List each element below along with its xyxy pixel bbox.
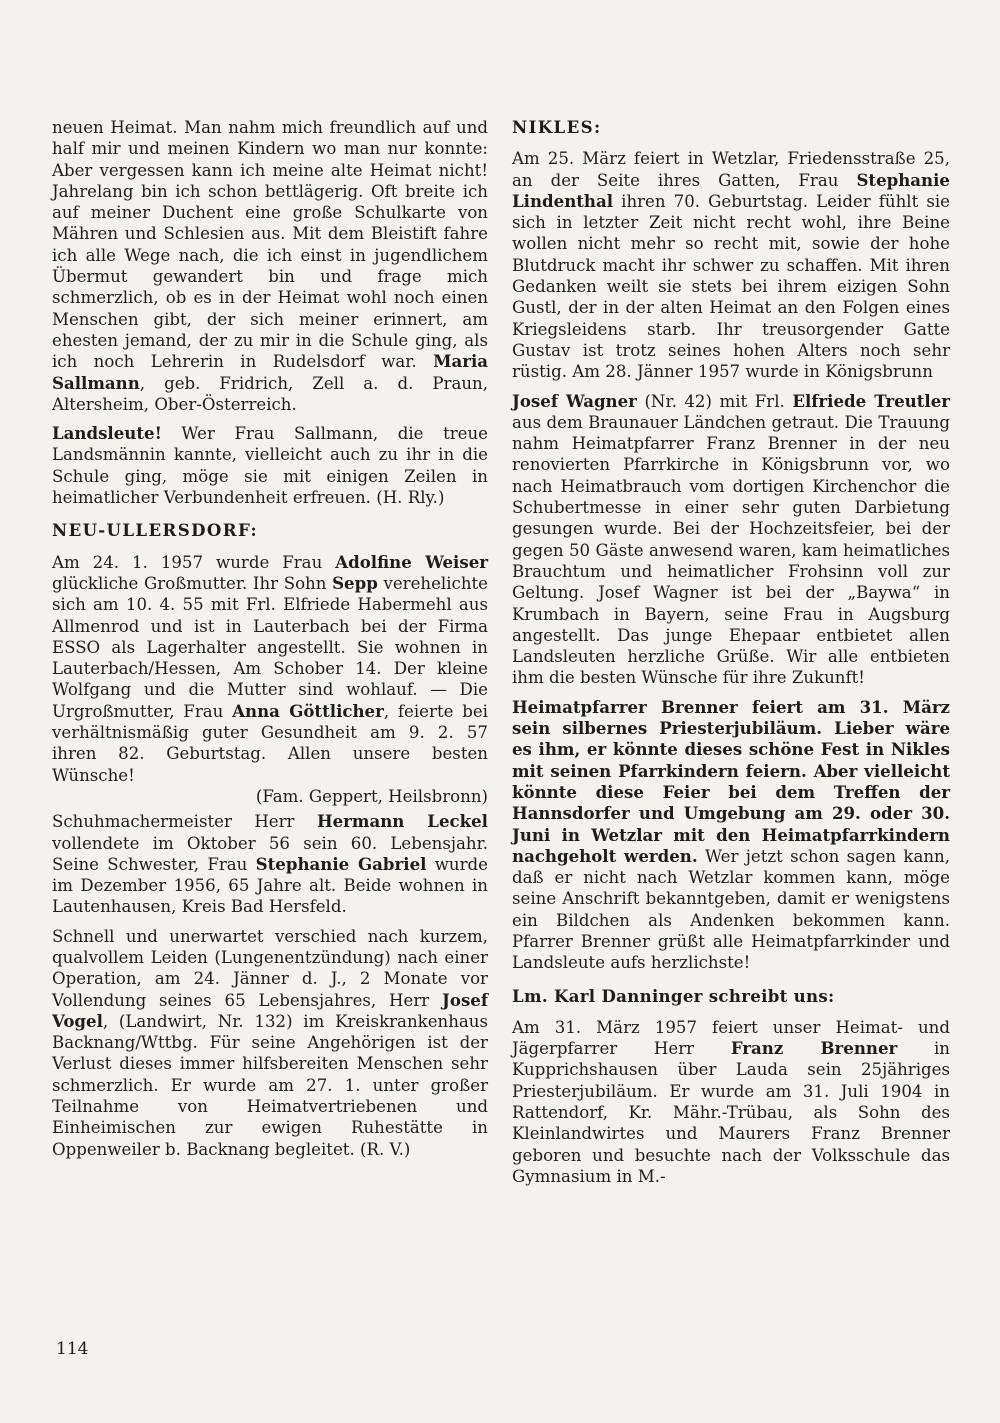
- paragraph-sallmann-letter: neuen Heimat. Man nahm mich freundlich auf und half mir und meinen Kindern wo man nur konnte: Aber vergessen kann ich meine alte Heimat nicht! Jahrelang bin ich schon bettlägerig. Oft breite ich auf meiner Duchent eine große Schulkarte von Mähren und Schlesien aus. Mit dem Bleistift fahre ich alle Wege nach, die ich einst in jugendlichem Übermut gewandert bin und frage mich schmerzlich, ob es in der Heimat wohl noch einen Menschen gibt, der sich meiner erinnert, am ehesten jemand, der zu mir in die Schule ging, als ich noch Lehrerin in Rudelsdorf war. Maria Sallmann, geb. Fridrich, Zell a. d. Praun, Altersheim, Ober-Österreich.: [52, 118, 488, 414]
- right-column: [512, 117, 950, 1195]
- paragraph-weiser: Am 24. 1. 1957 wurde Frau Adolfine Weiser glückliche Großmutter. Ihr Sohn Sepp verehelichte sich am 10. 4. 55 mit Frl. Elfriede Habermehl aus Allmenrod und ist in Lauterbach bei der Firma ESSO als Lagerhalter angestellt. Sie wohnen in Lauterbach/Hessen, Am Schober 14. Der kleine Wolfgang und die Mutter sind wohlauf. — Die Urgroßmutter, Frau Anna Göttlicher, feierte bei verhältnismäßig guter Gesundheit am 9. 2. 57 ihren 82. Geburtstag. Allen unsere besten Wünsche!: [52, 551, 489, 785]
- paragraph-landsleute: Landsleute! Wer Frau Sallmann, die treue Landsmännin kannte, vielleicht auch zu ihr in die Schule ging, möge sie mit einigen Zeilen in heimatlicher Verbundenheit erfreuen. (H. Rly.): [52, 423, 488, 508]
- name-anna-goettlicher: Anna Göttlicher: [232, 700, 384, 721]
- paragraph-brenner-jubilee: Heimatpfarrer Brenner feiert am 31. März sein silbernes Priesterjubiläum. Lieber wäre es ihm, er könnte dieses schöne Fest in Nikles mit seinen Pfarrkindern feiern. Aber vielleicht könnte diese Feier bei dem Treffen der Hannsdorfer und Umgebung am 29. oder 30. Juni in Wetzlar mit den Heimatpfarrkindern nachgeholt werden. Wer jetzt schon sagen kann, daß er nicht nach Wetzlar kommen kann, möge seine Anschrift bekanntgeben, damit er wenigstens ein Bildchen als Andenken bekommen kann. Pfarrer Brenner grüßt alle Heimatpfarrkinder und Landsleute aufs herzlichste!: [512, 696, 951, 973]
- paragraph-leckel: Schuhmachermeister Herr Hermann Leckel vollendete im Oktober 56 sein 60. Lebensjahr. Seine Schwester, Frau Stephanie Gabriel wurde im Dezember 1956, 65 Jahre alt. Beide wohnen in Lautenhausen, Kreis Bad Hersfeld.: [52, 811, 488, 917]
- name-josef-vogel: Josef Vogel: [52, 989, 488, 1031]
- name-josef-wagner: Josef Wagner: [512, 390, 637, 411]
- name-hermann-leckel: Hermann Leckel: [316, 811, 488, 832]
- heading-karl-danninger: Lm. Karl Danninger schreibt uns:: [512, 985, 835, 1006]
- brenner-announcement: Heimatpfarrer Brenner feiert am 31. März sein silbernes Priesterjubiläum. Lieber wäre es ihm, er könnte dieses schöne Fest in Nikles mit seinen Pfarrkindern feiern. Aber vielleicht könnte diese Feier bei dem Treffen der Hannsdorfer und Umgebung am 29. oder 30. Juni in Wetzlar mit den Heimatpfarrkindern nachgeholt werden.: [512, 696, 950, 866]
- name-adolfine-weiser: Adolfine Weiser: [335, 551, 488, 572]
- name-stephanie-gabriel: Stephanie Gabriel: [255, 853, 427, 874]
- paragraph-danninger: Am 31. März 1957 feiert unser Heimat- und Jägerpfarrer Herr Franz Brenner in Kupprichshausen über Lauda sein 25jähriges Priesterjubiläum. Er wurde am 31. Juli 1904 in Rattendorf, Kr. Mähr.-Trübau, als Sohn des Kleinlandwirtes und Maurers Franz Brenner geboren und besuchte nach der Volksschule das Gymnasium in M.-: [512, 1017, 950, 1186]
- name-elfriede-treutler: Elfriede Treutler: [792, 390, 950, 411]
- heading-neu-ullersdorf: NEU-ULLERSDORF:: [52, 520, 259, 541]
- signature-geppert: (Fam. Geppert, Heilsbronn): [255, 786, 488, 806]
- paragraph-lindenthal: Am 25. März feiert in Wetzlar, Friedensstraße 25, an der Seite ihres Gatten, Frau Stephanie Lindenthal ihren 70. Geburtstag. Leider fühlt sie sich in letzter Zeit nicht recht wohl, ihre Beine wollen nicht mehr so recht mit, sowie der hohe Blutdruck macht ihr schwer zu schaffen. Mit ihren Gedanken weilt sie stets bei ihrem eizigen Sohn Gustl, der in der alten Heimat an den Folgen eines Kriegsleidens starb. Ihr treusorgender Gatte Gustav ist trotz seines hohen Alters noch sehr rüstig. Am 28. Jänner 1957 wurde in Königsbrunn: [512, 149, 950, 382]
- page-number: 114: [56, 1339, 89, 1359]
- name-sepp: Sepp: [332, 572, 378, 593]
- name-franz-brenner: Franz Brenner: [730, 1038, 898, 1059]
- paragraph-wagner-wedding: Josef Wagner (Nr. 42) mit Frl. Elfriede Treutler aus dem Braunauer Ländchen getraut. Die Trauung nahm Heimatpfarrer Franz Brenner in der neu renovierten Pfarrkirche in Königsbrunn vor, wo nach Heimatbrauch vom dortigen Kirchenchor die Schubertmesse in einer sehr guten Darbietung gesungen wurde. Bei der Hochzeitsfeier, bei der gegen 50 Gäste anwesend waren, kam heimatliches Brauchtum und heimatlicher Frohsinn voll zur Geltung. Josef Wagner ist bei der „Baywa“ in Krumbach in Bayern, seine Frau in Augsburg angestellt. Das junge Ehepaar entbietet allen Landsleuten herzliche Grüße. Wir alle entbieten ihm die besten Wünsche für ihre Zukunft!: [512, 390, 950, 688]
- left-column: [52, 117, 488, 1168]
- landsleute-lead: Landsleute!: [52, 423, 162, 444]
- name-stephanie-lindenthal: Stephanie Lindenthal: [512, 169, 950, 211]
- paragraph-vogel-obituary: Schnell und unerwartet verschied nach kurzem, qualvollem Leiden (Lungenentzündung) nach einer Operation, am 24. Jänner d. J., 2 Monate vor Vollendung seines 65 Lebensjahres, Herr Josef Vogel, (Landwirt, Nr. 132) im Kreiskrankenhaus Backnang/Wttbg. Für seine Angehörigen ist der Verlust dieses immer hilfsbereiten Menschen sehr schmerzlich. Er wurde am 27. 1. unter großer Teilnahme von Heimatvertriebenen und Einheimischen zur ewigen Ruhestätte in Oppenweiler b. Backnang begleitet. (R. V.): [52, 926, 488, 1159]
- heading-nikles: NIKLES:: [512, 117, 602, 137]
- name-maria-sallmann: Maria Sallmann: [52, 351, 488, 393]
